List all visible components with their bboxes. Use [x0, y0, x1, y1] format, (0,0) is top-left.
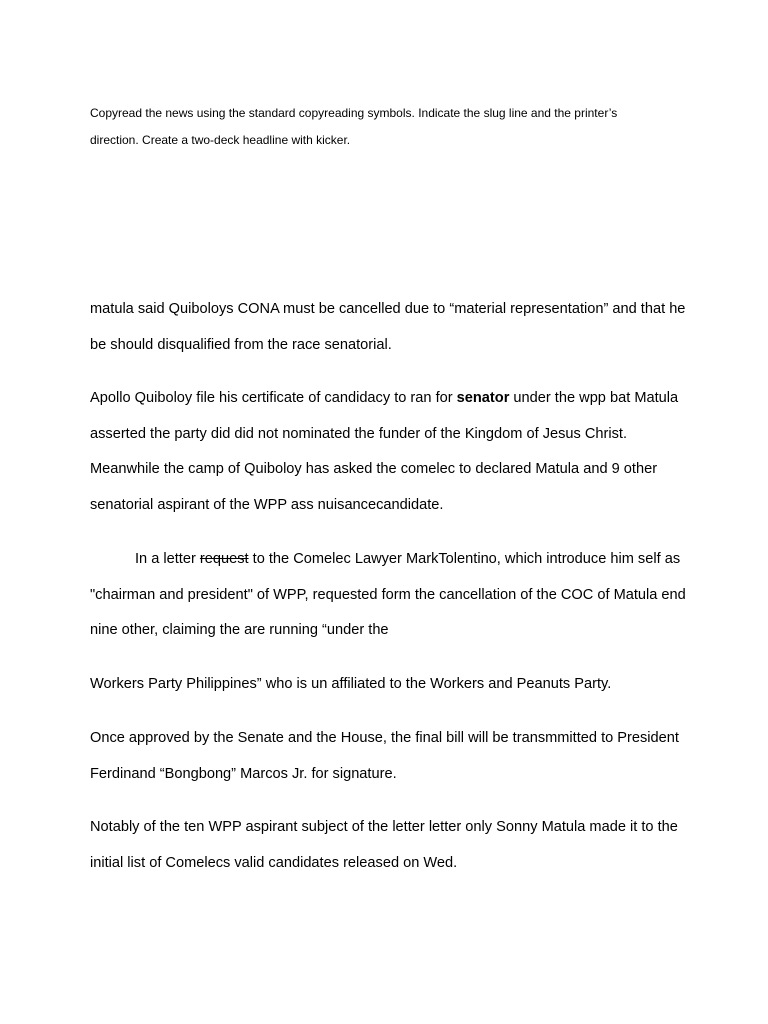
- instructions-line-2: direction. Create a two-deck headline with kicker.: [90, 133, 351, 147]
- instructions-line-1: Copyread the news using the standard copyreading symbols. Indicate the slug line and the printer’s: [90, 106, 618, 120]
- news-paragraph-5: Once approved by the Senate and the House, the final bill will be transmmitted to President Ferdinand “Bongbong” Marcos Jr. for signature.: [90, 730, 679, 782]
- paragraph-2-rest: under the wpp bat Matula asserted the party did did not nominated the funder of the Kingdom of Jesus Christ. Meanwhile the camp of Quiboloy has asked the comelec to declared Matula and 9 other senatorial aspirant of the WPP ass nuisancecandidate.: [90, 390, 679, 513]
- paragraph-2-lead: Apollo Quiboloy file his certificate of candidacy to ran for: [90, 390, 457, 406]
- paragraph-3-rest: to the Comelec Lawyer MarkTolentino, which introduce him self as "chairman and president" of WPP, requested form the cancellation of the COC of Matula end nine other, claiming the are running “under the: [90, 551, 686, 638]
- news-paragraph-2: [90, 381, 690, 523]
- paragraph-3-lead: In a letter: [135, 551, 200, 567]
- bold-word-senator: senator: [456, 390, 510, 406]
- struck-word-request: request: [199, 551, 249, 567]
- assignment-instructions: [90, 100, 690, 154]
- news-paragraph-1: matula said Quiboloys CONA must be cancelled due to “material representation” and that he be should disqualified from the race senatorial.: [90, 301, 686, 353]
- news-paragraph-4: Workers Party Philippines” who is un affiliated to the Workers and Peanuts Party.: [90, 676, 612, 692]
- news-paragraph-6: Notably of the ten WPP aspirant subject of the letter letter only Sonny Matula made it to the initial list of Comelecs valid candidates released on Wed.: [90, 819, 678, 871]
- news-paragraph-3: [90, 542, 690, 649]
